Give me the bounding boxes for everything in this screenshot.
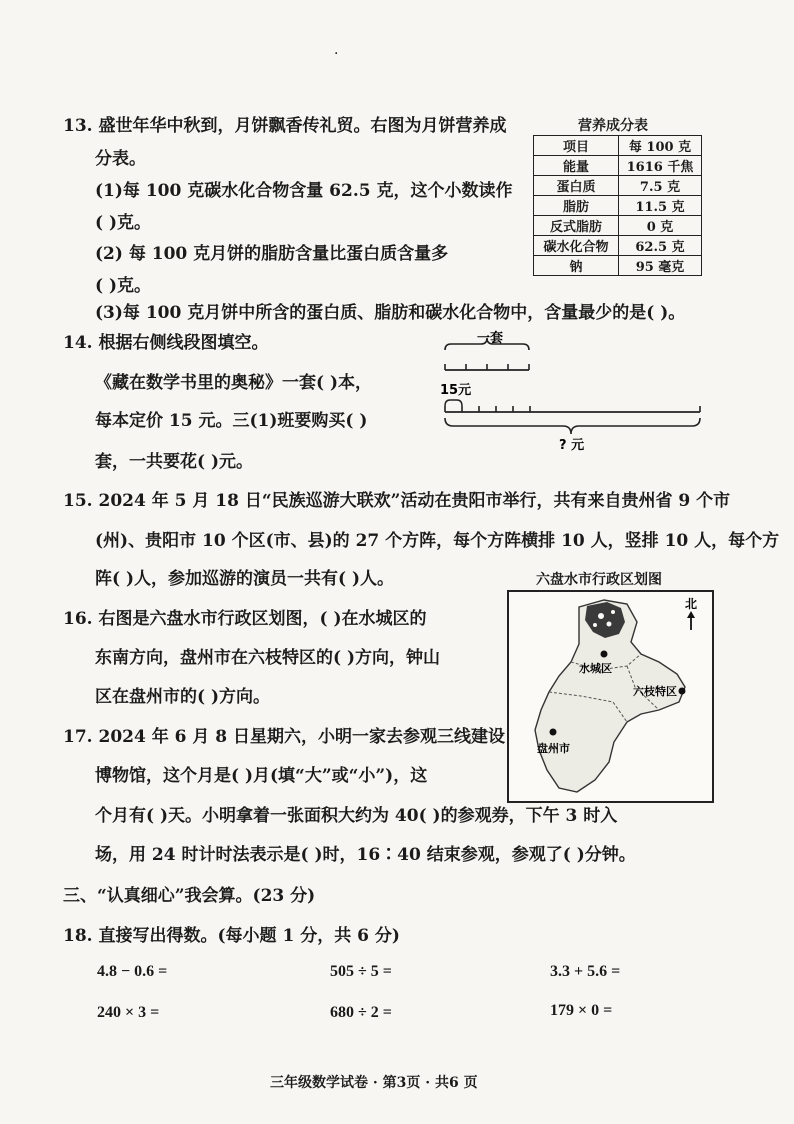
q13-line-6: ( )克。 [95,276,152,296]
shuicheng-dot [601,651,608,658]
panzhou-dot [550,729,557,736]
shuicheng-label: 水城区 [579,662,612,675]
table-header-row [534,136,702,156]
table-header-cell: 每 100 克 [619,136,702,156]
table-row [534,256,702,276]
table-row [534,196,702,216]
table-row [534,216,702,236]
q16-line-3: 区在盘州市的( )方向。 [95,687,271,707]
calc-item: 240 × 3 = [97,1004,160,1021]
table-row [534,156,702,176]
table-cell: 脂肪 [534,196,619,216]
liuzhi-dot [679,688,686,695]
north-arrow-head-icon [687,611,695,618]
unit-label: 15元 [440,383,472,398]
q17-line-2: 博物馆，这个月是( )月(填“大”或“小”)，这 [95,766,428,786]
table-cell: 碳水化合物 [534,236,619,256]
q15-line-2: (州)、贵阳市 10 个区(市、县)的 27 个方阵，每个方阵横排 10 人，竖排 10 人，每个方 [95,531,780,551]
q14-line-3: 每本定价 15 元。三(1)班要购买( ) [95,411,368,431]
q13-line-5: (2) 每 100 克月饼的脂肪含量比蛋白质含量多 [95,244,449,264]
q17-line-4: 场，用 24 时计时法表示是( )时，16∶40 结束参观，参观了( )分钟。 [95,845,636,865]
set-label: 一套 [477,331,504,346]
table-cell: 95 毫克 [619,256,702,276]
panzhou-label: 盘州市 [537,742,570,755]
table-cell: 反式脂肪 [534,216,619,236]
segment-diagram [435,328,705,453]
calc-item: 505 ÷ 5 = [330,963,392,980]
table-header-cell: 项目 [534,136,619,156]
table-cell: 7.5 克 [619,176,702,196]
table-cell: 蛋白质 [534,176,619,196]
q16-line-1: 16. 右图是六盘水市行政区划图，( )在水城区的 [63,609,427,629]
total-label: ? 元 [559,438,585,453]
calc-item: 3.3 + 5.6 = [550,963,621,980]
q17-line-3: 个月有( )天。小明拿着一张面积大约为 40( )的参观券，下午 3 时入 [95,806,618,826]
q13-line-4: ( )克。 [95,213,152,233]
q15-line-1: 15. 2024 年 5 月 18 日“民族巡游大联欢”活动在贵阳市举行，共有来自贵州省 9 个市 [63,491,731,511]
table-cell: 1616 千焦 [619,156,702,176]
table-row [534,176,702,196]
table-row [534,236,702,256]
map-svg [509,592,712,801]
q14-line-4: 套，一共要花( )元。 [95,452,254,472]
calc-item: 4.8 − 0.6 = [97,963,168,980]
table-cell: 11.5 克 [619,196,702,216]
q13-line-1: 13. 盛世年华中秋到，月饼飘香传礼贸。右图为月饼营养成 [63,116,507,136]
q16-line-2: 东南方向，盘州市在六枝特区的( )方向，钟山 [95,648,441,668]
unit-brace [445,400,462,406]
q13-line-3: (1)每 100 克碳水化合物含量 62.5 克，这个小数读作 [95,181,513,201]
top-mark: · [334,46,339,62]
table-cell: 0 克 [619,216,702,236]
table-cell: 62.5 克 [619,236,702,256]
page-footer: 三年级数学试卷 · 第3页 · 共6 页 [270,1075,478,1091]
table-cell: 能量 [534,156,619,176]
map-frame [507,590,714,803]
q15-line-3: 阵( )人，参加巡游的演员一共有( )人。 [95,569,395,589]
section-3-title: 三、“认真细心”我会算。(23 分) [63,886,316,906]
q13-line-2: 分表。 [95,149,146,169]
total-brace [445,418,700,434]
calc-item: 179 × 0 = [550,1002,613,1019]
nutrition-table-title: 营养成分表 [578,118,648,134]
q17-line-1: 17. 2024 年 6 月 8 日星期六，小明一家去参观三线建设 [63,727,506,747]
calc-item: 680 ÷ 2 = [330,1004,392,1021]
q13-line-7: (3)每 100 克月饼中所含的蛋白质、脂肪和碳水化合物中，含量最少的是( )。 [95,303,686,323]
nutrition-table [533,135,702,276]
north-label: 北 [685,597,698,611]
map-title: 六盘水市行政区划图 [536,572,662,588]
q18-title: 18. 直接写出得数。(每小题 1 分，共 6 分) [63,926,400,946]
table-cell: 钠 [534,256,619,276]
q14-line-1: 14. 根据右侧线段图填空。 [63,333,269,353]
q14-line-2: 《藏在数学书里的奥秘》一套( )本， [95,373,373,393]
liuzhi-label: 六枝特区 [633,685,677,698]
